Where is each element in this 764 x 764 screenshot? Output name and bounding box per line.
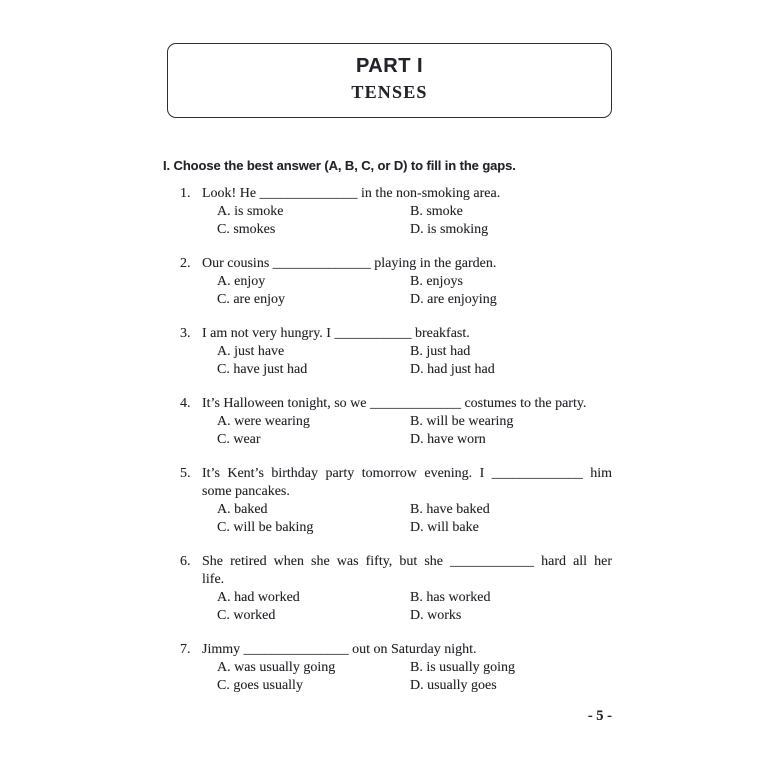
option-d: D. had just had xyxy=(410,362,495,377)
question-prompt: Look! He ______________ in the non-smoking area. xyxy=(202,186,501,201)
question-prompt: I am not very hungry. I ___________ breakfast. xyxy=(202,326,470,341)
option-b: B. enjoys xyxy=(410,274,463,289)
question-body xyxy=(202,185,612,239)
question-number: 6. xyxy=(180,554,191,569)
page-number: - 5 - xyxy=(587,708,612,724)
options-grid xyxy=(217,413,612,449)
question-list xyxy=(180,185,612,711)
options-grid xyxy=(217,203,612,239)
question-number: 1. xyxy=(180,186,191,201)
question-prompt: She retired when she was fifty, but she ____________ hard all her xyxy=(202,554,612,569)
option-a: A. had worked xyxy=(217,590,300,605)
question-prompt-continued: life. xyxy=(202,572,225,587)
question-item-5 xyxy=(180,465,612,537)
section-title: TENSES xyxy=(351,82,428,102)
options-grid xyxy=(217,659,612,695)
question-prompt: Jimmy _______________ out on Saturday night. xyxy=(202,642,477,657)
question-number: 2. xyxy=(180,256,191,271)
option-b: B. smoke xyxy=(410,204,463,219)
option-a: A. were wearing xyxy=(217,414,310,429)
question-number: 5. xyxy=(180,466,191,481)
option-a: A. enjoy xyxy=(217,274,266,289)
option-a: A. just have xyxy=(217,344,285,359)
option-c: C. worked xyxy=(217,608,276,623)
option-b: B. have baked xyxy=(410,502,490,517)
question-prompt: It’s Kent’s birthday party tomorrow evening. I _____________ him xyxy=(202,466,612,481)
question-prompt: Our cousins ______________ playing in the garden. xyxy=(202,256,497,271)
question-number: 3. xyxy=(180,326,191,341)
question-item-3 xyxy=(180,325,612,379)
option-b: B. is usually going xyxy=(410,660,516,675)
question-item-4 xyxy=(180,395,612,449)
option-b: B. will be wearing xyxy=(410,414,514,429)
option-c: C. wear xyxy=(217,432,261,447)
question-item-6 xyxy=(180,553,612,625)
option-c: C. have just had xyxy=(217,362,308,377)
option-d: D. will bake xyxy=(410,520,479,535)
option-a: A. was usually going xyxy=(217,660,336,675)
question-item-1 xyxy=(180,185,612,239)
question-body xyxy=(202,395,612,449)
option-d: D. are enjoying xyxy=(410,292,497,307)
option-c: C. are enjoy xyxy=(217,292,286,307)
question-item-2 xyxy=(180,255,612,309)
option-c: C. goes usually xyxy=(217,678,303,693)
option-d: D. is smoking xyxy=(410,222,489,237)
option-b: B. has worked xyxy=(410,590,491,605)
question-body xyxy=(202,641,612,695)
option-d: D. usually goes xyxy=(410,678,497,693)
question-prompt-continued: some pancakes. xyxy=(202,484,290,499)
options-grid xyxy=(217,501,612,537)
question-item-7 xyxy=(180,641,612,695)
question-number: 7. xyxy=(180,642,191,657)
exercise-instruction: I. Choose the best answer (A, B, C, or D) to fill in the gaps. xyxy=(163,158,516,173)
option-d: D. have worn xyxy=(410,432,486,447)
options-grid xyxy=(217,343,612,379)
option-a: A. baked xyxy=(217,502,268,517)
question-body xyxy=(202,255,612,309)
part-label: PART I xyxy=(355,55,424,77)
option-a: A. is smoke xyxy=(217,204,284,219)
option-c: C. will be baking xyxy=(217,520,314,535)
options-grid xyxy=(217,273,612,309)
options-grid xyxy=(217,589,612,625)
option-c: C. smokes xyxy=(217,222,276,237)
question-body xyxy=(202,325,612,379)
option-d: D. works xyxy=(410,608,462,623)
part-header-box xyxy=(167,43,612,118)
question-prompt: It’s Halloween tonight, so we _____________ costumes to the party. xyxy=(202,396,587,411)
question-body xyxy=(202,465,612,537)
question-number: 4. xyxy=(180,396,191,411)
option-b: B. just had xyxy=(410,344,471,359)
question-body xyxy=(202,553,612,625)
